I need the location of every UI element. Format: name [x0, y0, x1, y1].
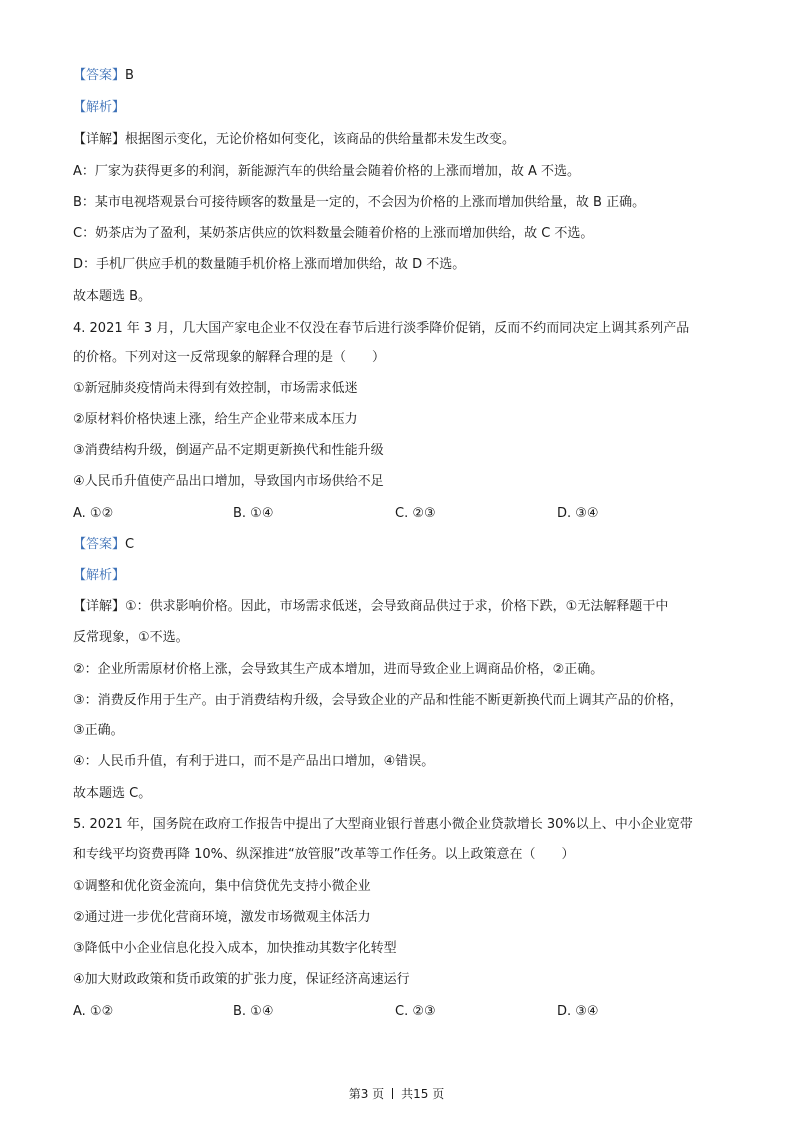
option-a: A. ①② [73, 506, 114, 521]
q4-detail-line1 [73, 598, 668, 616]
q3-line-b: B：某市电视塔观景台可接待顾客的数量是一定的，不会因为价格的上涨而增加供给量，故 B 正确。 [73, 195, 646, 210]
analysis-tag: 【解析】 [73, 100, 126, 115]
q4-statement-1: ①新冠肺炎疫情尚未得到有效控制，市场需求低迷 [73, 381, 358, 396]
q5-statement-2: ②通过进一步优化营商环境，激发市场微观主体活力 [73, 910, 371, 925]
q4-stem-line2: 的价格。下列对这一反常现象的解释合理的是（ ） [73, 350, 386, 365]
answer-value: B [125, 68, 134, 83]
q4-conclusion: 故本题选 C。 [73, 786, 152, 801]
q3-analysis-tag [73, 99, 125, 117]
page-footer [0, 1086, 793, 1102]
footer-divider [392, 1088, 393, 1099]
q3-line-c: C：奶茶店为了盈利，某奶茶店供应的饮料数量会随着价格的上涨而增加供给，故 C 不选。 [73, 226, 594, 241]
q4-detail-line2: 反常现象，①不选。 [73, 630, 189, 645]
q4-answer [73, 536, 134, 554]
page-number: 第3 页 [348, 1087, 385, 1101]
q5-statement-4: ④加大财政政策和货币政策的扩张力度，保证经济高速运行 [73, 972, 410, 987]
q5-stem-line1: 5. 2021 年，国务院在政府工作报告中提出了大型商业银行普惠小微企业贷款增长 30%以上、中小企业宽带 [73, 817, 693, 832]
q4-analysis-3a: ③：消费反作用于生产。由于消费结构升级，会导致企业的产品和性能不断更新换代而上调其产品的价格， [73, 693, 683, 708]
q4-analysis-4: ④：人民币升值，有利于进口，而不是产品出口增加，④错误。 [73, 754, 435, 769]
q4-analysis-2: ②：企业所需原材价格上涨，会导致其生产成本增加，进而导致企业上调商品价格，②正确。 [73, 662, 604, 677]
answer-tag: 【答案】 [73, 537, 126, 552]
option-c: C. ②③ [395, 1004, 436, 1019]
q4-statement-2: ②原材料价格快速上涨，给生产企业带来成本压力 [73, 412, 358, 427]
q4-analysis-3b: ③正确。 [73, 723, 124, 738]
q4-statement-4: ④人民币升值使产品出口增加，导致国内市场供给不足 [73, 474, 384, 489]
q3-conclusion: 故本题选 B。 [73, 289, 152, 304]
option-c: C. ②③ [395, 506, 436, 521]
option-d: D. ③④ [557, 1004, 599, 1019]
q3-line-a: A：厂家为获得更多的利润，新能源汽车的供给量会随着价格的上涨而增加，故 A 不选。 [73, 164, 581, 179]
option-a: A. ①② [73, 1004, 114, 1019]
q4-analysis-tag [73, 567, 125, 585]
detail-text: ①：供求影响价格。因此，市场需求低迷，会导致商品供过于求，价格下跌，①无法解释题干中 [125, 599, 669, 614]
option-b: B. ①④ [233, 1004, 274, 1019]
q5-statement-3: ③降低中小企业信息化投入成本，加快推动其数字化转型 [73, 941, 397, 956]
detail-tag: 【详解】 [73, 599, 126, 614]
q5-statement-1: ①调整和优化资金流向，集中信贷优先支持小微企业 [73, 879, 371, 894]
page-total: 共15 页 [401, 1087, 445, 1101]
detail-tag: 【详解】 [73, 132, 126, 147]
q5-stem-line2: 和专线平均资费再降 10%、纵深推进“放管服”改革等工作任务。以上政策意在（ ） [73, 847, 575, 862]
q3-detail [73, 131, 515, 149]
detail-text: 根据图示变化，无论价格如何变化，该商品的供给量都未发生改变。 [125, 132, 516, 147]
option-b: B. ①④ [233, 506, 274, 521]
option-d: D. ③④ [557, 506, 599, 521]
analysis-tag: 【解析】 [73, 568, 126, 583]
q3-line-d: D：手机厂供应手机的数量随手机价格上涨而增加供给，故 D 不选。 [73, 257, 466, 272]
q4-stem-line1: 4. 2021 年 3 月，几大国产家电企业不仅没在春节后进行淡季降价促销，反而不约而同决定上调其系列产品 [73, 321, 690, 336]
answer-tag: 【答案】 [73, 68, 126, 83]
answer-value: C [125, 537, 135, 552]
q3-answer [73, 67, 134, 85]
q4-statement-3: ③消费结构升级，倒逼产品不定期更新换代和性能升级 [73, 443, 384, 458]
